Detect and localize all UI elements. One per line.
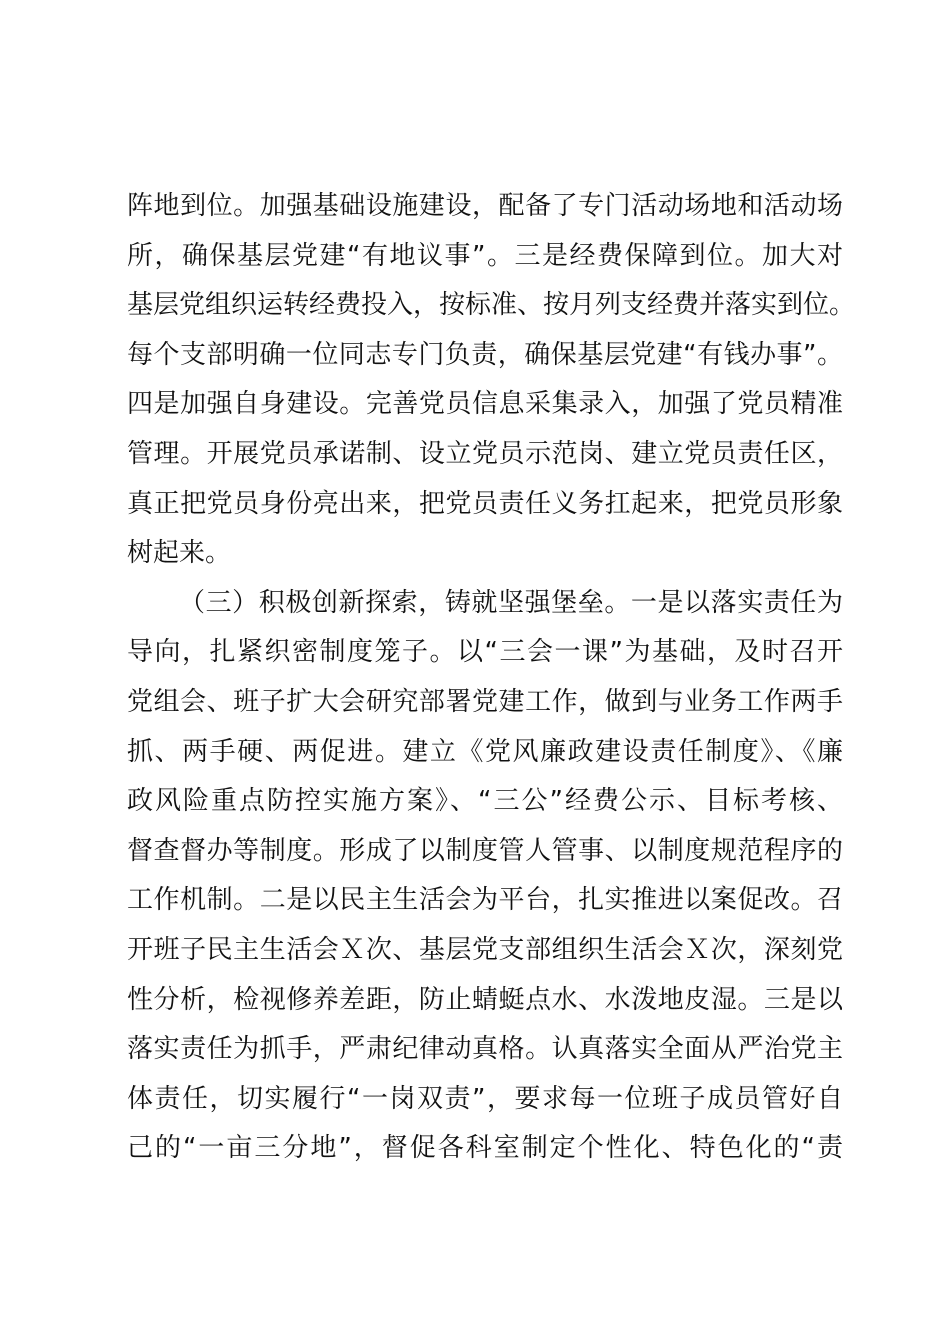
text-line: 性分析，检视修养差距，防止蜻蜓点水、水泼地皮湿。三是以 — [127, 984, 843, 1015]
text-line: 督查督办等制度。形成了以制度管人管事、以制度规范程序的 — [127, 835, 843, 866]
text-line: 政风险重点防控实施方案》、“三公”经费公示、目标考核、 — [127, 786, 843, 817]
text-line: 落实责任为抓手，严肃纪律动真格。认真落实全面从严治党主 — [127, 1034, 843, 1065]
section-heading-line: （三）积极创新探索，铸就坚强堡垒。一是以落实责任为 — [179, 587, 843, 618]
text-line: 真正把党员身份亮出来，把党员责任义务扛起来，把党员形象 — [127, 488, 843, 519]
text-line: 抓、两手硬、两促进。建立《党风廉政建设责任制度》、《廉 — [127, 736, 843, 767]
text-line: 管理。开展党员承诺制、设立党员示范岗、建立党员责任区， — [127, 438, 843, 469]
text-line: 开班子民主生活会Ｘ次、基层党支部组织生活会Ｘ次，深刻党 — [127, 934, 843, 965]
text-line: 基层党组织运转经费投入，按标准、按月列支经费并落实到位。 — [127, 290, 856, 321]
text-line: 工作机制。二是以民主生活会为平台，扎实推进以案促改。召 — [127, 885, 843, 916]
text-line: 导向，扎紧织密制度笼子。以“三会一课”为基础，及时召开 — [127, 637, 843, 668]
text-line: 己的“一亩三分地”，督促各科室制定个性化、特色化的“责 — [127, 1133, 843, 1164]
body-text — [127, 182, 856, 1174]
text-line: 阵地到位。加强基础设施建设，配备了专门活动场地和活动场 — [127, 191, 843, 221]
text-line: 党组会、班子扩大会研究部署党建工作，做到与业务工作两手 — [127, 686, 843, 717]
text-line: 所，确保基层党建“有地议事”。三是经费保障到位。加大对 — [127, 240, 843, 271]
text-line: 体责任，切实履行“一岗双责”，要求每一位班子成员管好自 — [127, 1083, 843, 1114]
paragraph-end-line: 树起来。 — [127, 538, 232, 569]
text-line: 每个支部明确一位同志专门负责，确保基层党建“有钱办事”。 — [127, 339, 843, 370]
text-line: 四是加强自身建设。完善党员信息采集录入，加强了党员精准 — [127, 389, 843, 420]
